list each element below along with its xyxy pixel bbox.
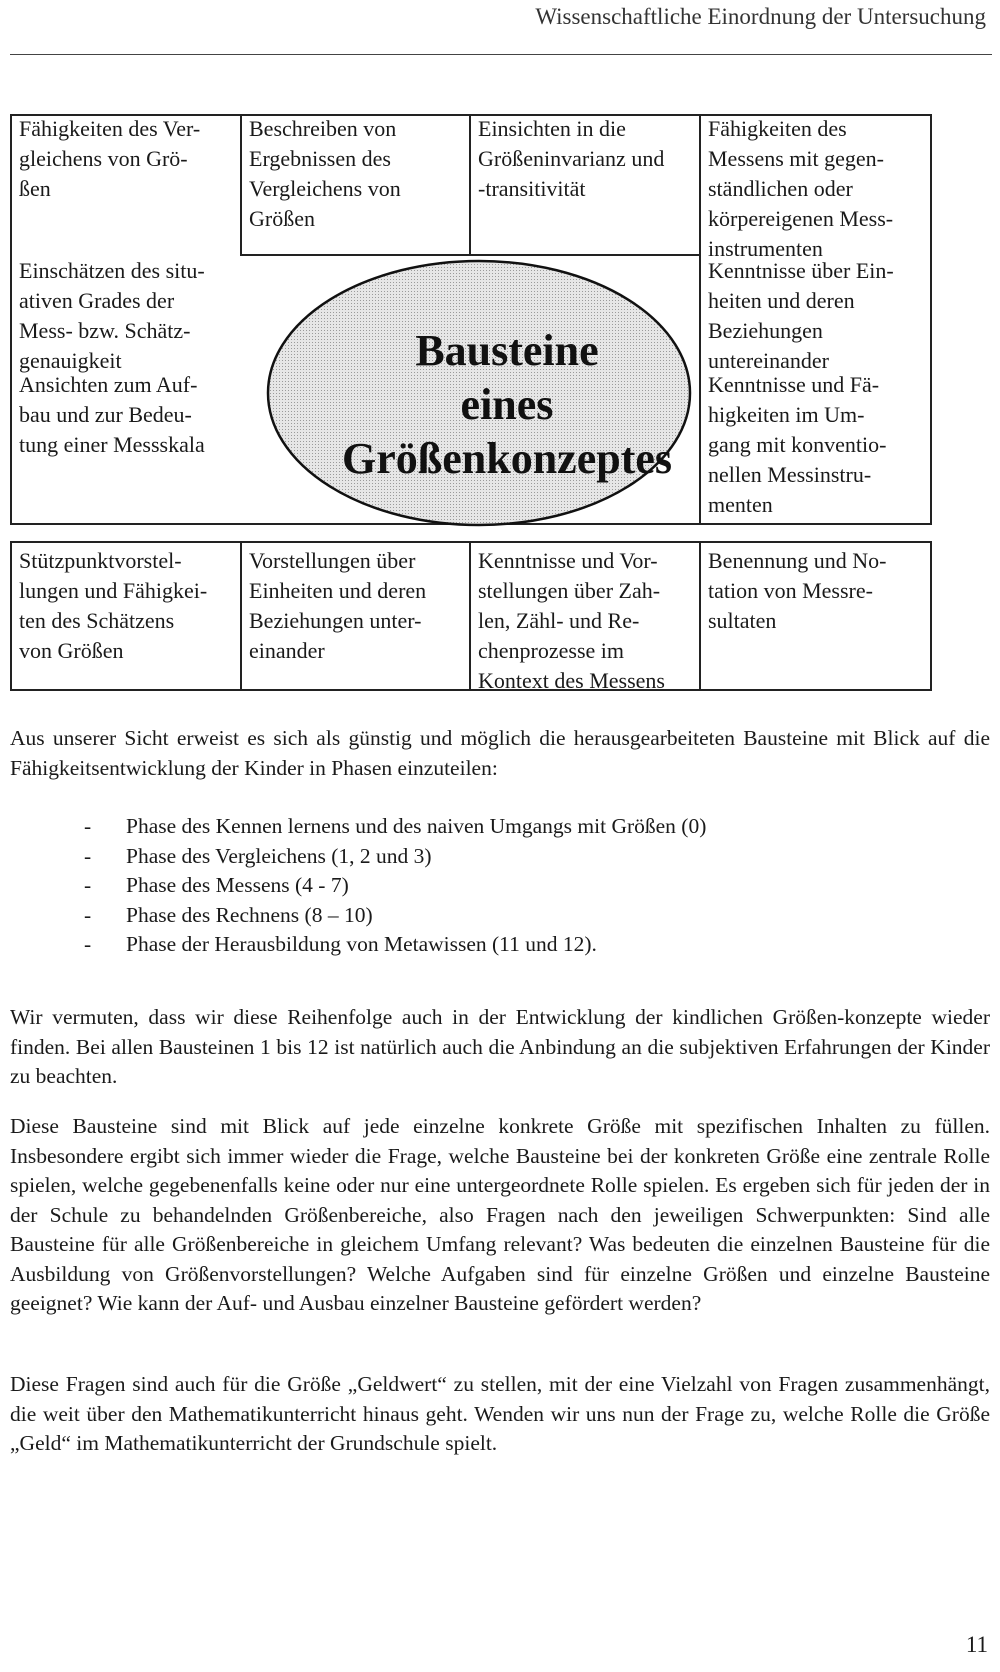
list-dash: - <box>84 814 92 838</box>
right-cell-2: Kenntnisse und Fä- higkeiten im Um- gang mit konventio- nellen Messinstru- menten <box>708 372 887 517</box>
list-item <box>84 842 706 872</box>
top-cell-2: Beschreiben von Ergebnissen des Vergleichens von Größen <box>249 116 401 231</box>
list-item <box>84 901 706 931</box>
paragraph-3: Diese Bausteine sind mit Blick auf jede einzelne konkrete Größe mit spezifischen Inhalten zu füllen. Insbesondere ergibt sich immer wieder die Frage, welche Bausteine bei der konkreten Größe eine zentrale Rolle spielen, welche gegebenenfalls keine oder nur eine untergeordnete Rolle spielen. Es ergeben sich für jeden der in der Schule zu behandelnden Größenbereiche, also Fragen nach den jeweiligen Schwerpunkten: Sind alle Bausteine für alle Größenbereiche in gleichem Umfang relevant? Was bedeuten die einzelnen Bausteine für die Ausbildung von Größenvorstellungen? Welche Aufgaben sind für einzelne Größen und einzelne Bausteine geeignet? Wie kann der Auf- und Ausbau einzelner Bausteine gefördert werden? <box>10 1114 990 1315</box>
top-cell-1: Fähigkeiten des Ver- gleichens von Grö- ßen <box>19 116 201 201</box>
bottom-cell-2: Vorstellungen über Einheiten und deren Beziehungen unter- einander <box>249 548 427 663</box>
list-item <box>84 812 706 842</box>
right-cell-1: Kenntnisse über Ein- heiten und deren Beziehungen untereinander <box>708 258 894 373</box>
phase-text: Phase des Kennen lernens und des naiven Umgangs mit Größen (0) <box>126 814 707 838</box>
top-cell-4: Fähigkeiten des Messens mit gegen- ständlichen oder körpereigenen Mess- instrumenten <box>708 116 894 261</box>
list-item <box>84 930 706 960</box>
list-dash: - <box>84 843 92 868</box>
list-item <box>84 871 706 901</box>
center-title: Bausteine eines Größenkonzeptes <box>342 326 672 483</box>
paragraph-2: Wir vermuten, dass wir diese Reihenfolge auch in der Entwicklung der kindlichen Größen-konzepte wieder finden. Bei allen Bausteinen 1 bis 12 ist natürlich auch die Anbindung an die subjektiven Erfahrungen der Kinder zu beachten. <box>10 1005 990 1088</box>
phase-text: Phase des Rechnens (8 – 10) <box>126 902 373 927</box>
phase-text: Phase des Vergleichens (1, 2 und 3) <box>126 843 432 868</box>
running-header: Wissenschaftliche Einordnung der Untersuchung <box>535 4 986 29</box>
list-dash: - <box>84 902 92 927</box>
phase-text: Phase der Herausbildung von Metawissen (11 und 12). <box>126 932 597 956</box>
page-number: 11 <box>965 1632 988 1657</box>
bottom-cell-3: Kenntnisse und Vor- stellungen über Zah- len, Zähl- und Re- chenprozesse im Kontext des Messens <box>478 548 665 693</box>
left-cell-1: Einschätzen des situ- ativen Grades der Mess- bzw. Schätz- genauigkeit <box>19 258 205 373</box>
top-cell-3: Einsichten in die Größeninvarianz und -transitivität <box>478 116 665 201</box>
list-dash: - <box>84 873 92 897</box>
phase-text: Phase des Messens (4 - 7) <box>126 873 349 897</box>
bottom-cell-1: Stützpunktvorstel- lungen und Fähigkei- ten des Schätzens von Größen <box>19 548 208 663</box>
phase-list <box>84 812 706 960</box>
list-dash: - <box>84 932 92 956</box>
left-cell-2: Ansichten zum Auf- bau und zur Bedeu- tung einer Messskala <box>19 372 205 457</box>
bottom-cell-4: Benennung und No- tation von Messre- sultaten <box>708 548 887 633</box>
paragraph-4: Diese Fragen sind auch für die Größe „Geldwert“ zu stellen, mit der eine Vielzahl von Fragen zusammenhängt, die weit über den Mathematikunterricht hinaus geht. Wenden wir uns nun der Frage zu, welche Rolle die Größe „Geld“ im Mathematikunterricht der Grundschule spielt. <box>10 1372 990 1455</box>
intro-paragraph: Aus unserer Sicht erweist es sich als günstig und möglich die herausgearbeiteten Bausteine mit Blick auf die Fähigkeitsentwicklung der Kinder in Phasen einzuteilen: <box>10 726 990 780</box>
